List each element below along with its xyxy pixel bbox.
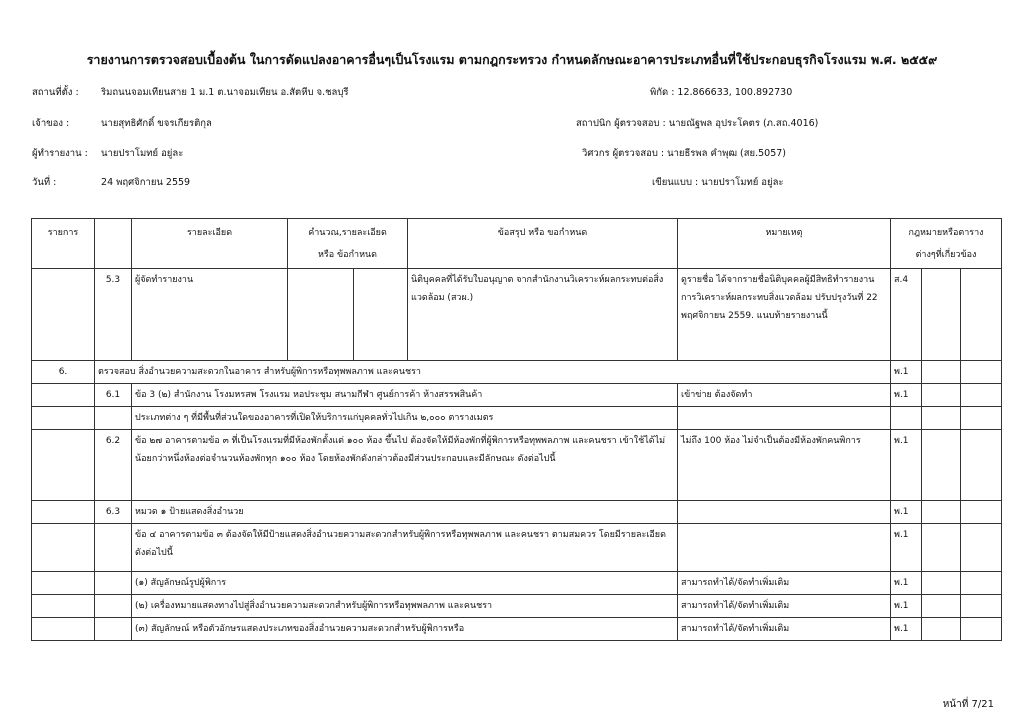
row-remark: ไม่ถึง 100 ห้อง ไม่จำเป็นต้องมีห้องพักคนพิการ (678, 430, 891, 501)
table-row (32, 524, 1002, 572)
reporter-value: นายปราโมทย์ อยู่ละ (101, 148, 184, 159)
row-law: พ.1 (891, 524, 922, 572)
row-law-extra-1 (922, 430, 961, 501)
row-law: พ.1 (891, 618, 922, 641)
row-law (891, 407, 922, 430)
row-summary: นิติบุคคลที่ได้รับใบอนุญาต จากสำนักงานวิเคราะห์ผลกระทบต่อสิ่งแวดล้อม (สวผ.) (408, 269, 678, 361)
row-remark: สามารถทำได้/จัดทำเพิ่มเติม (678, 618, 891, 641)
row-law-extra-2 (961, 361, 1002, 384)
row-law-extra-2 (961, 430, 1002, 501)
row-text: ประเภทต่าง ๆ ที่มีพื้นที่ส่วนใดของอาคารที่เปิดให้บริการแก่บุคคลทั่วไปเกิน ๒,๐๐๐ ตารางเมตร (132, 407, 678, 430)
row-number (32, 595, 95, 618)
row-remark (678, 501, 891, 524)
row-remark (678, 407, 891, 430)
table-row (32, 269, 1002, 361)
row-sub-number: 5.3 (95, 269, 132, 361)
row-law-extra-1 (922, 407, 961, 430)
architect-inspector: สถาปนิก ผู้ตรวจสอบ : นายณัฐพล อุประโคตร (ภ.สถ.4016) (576, 118, 819, 129)
row-law-extra-2 (961, 407, 1002, 430)
owner-row (32, 116, 212, 131)
row-law-extra-2 (961, 269, 1002, 361)
row-text: หมวด ๑ ป้ายแสดงสิ่งอำนวย (132, 501, 678, 524)
row-sub-number (95, 407, 132, 430)
row-sub-number: 6.2 (95, 430, 132, 501)
row-law: พ.1 (891, 361, 922, 384)
coordinates: พิกัด : 12.866633, 100.892730 (650, 87, 793, 98)
row-law: พ.1 (891, 430, 922, 501)
row-sub-number (95, 595, 132, 618)
table-row (32, 572, 1002, 595)
row-remark: สามารถทำได้/จัดทำเพิ่มเติม (678, 595, 891, 618)
row-law: พ.1 (891, 572, 922, 595)
row-law: ส.4 (891, 269, 922, 361)
row-law-extra-1 (922, 572, 961, 595)
row-law-extra-2 (961, 524, 1002, 572)
row-text: ข้อ ๒๗ อาคารตามข้อ ๓ ที่เป็นโรงแรมที่มีห้องพักตั้งแต่ ๑๐๐ ห้อง ขึ้นไป ต้องจัดให้มีห้องพักที่ผู้พิการหรือทุพพลภาพ และคนชรา เข้าใช้ได้ไม่น้อยกว่าหนึ่งห้องต่อจำนวนห้องพักทุก ๑๐๐ ห้อง โดยห้องพักดังกล่าวต้องมีส่วนประกอบและมีลักษณะ ดังต่อไปนี้ (132, 430, 678, 501)
row-law-extra-1 (922, 384, 961, 407)
table-row (32, 430, 1002, 501)
row-text: ข้อ 3 (๒) สำนักงาน โรงมหรสพ โรงแรม หอประชุม สนามกีฬา ศูนย์การค้า ห้างสรรพสินค้า (132, 384, 678, 407)
row-calc (288, 269, 354, 361)
row-number (32, 618, 95, 641)
row-law-extra-1 (922, 501, 961, 524)
row-text: (๑) สัญลักษณ์รูปผู้พิการ (132, 572, 678, 595)
row-number (32, 269, 95, 361)
row-law-extra-2 (961, 384, 1002, 407)
row-remark: สามารถทำได้/จัดทำเพิ่มเติม (678, 572, 891, 595)
row-law-extra-2 (961, 501, 1002, 524)
row-law-extra-1 (922, 618, 961, 641)
table-row (32, 595, 1002, 618)
reporter-row (32, 146, 183, 161)
table-row (32, 501, 1002, 524)
row-number: 6. (32, 361, 95, 384)
row-remark: ดูรายชื่อ ได้จากรายชื่อนิติบุคคลผู้มีสิทธิทำรายงานการวิเคราะห์ผลกระทบสิ่งแวดล้อม ปรับปรุงวันที่ 22 พฤศจิกายน 2559. แนบท้ายรายงานนี้ (678, 269, 891, 361)
location-row (32, 85, 349, 100)
header-detail: รายละเอียด (132, 219, 288, 269)
date-label: วันที่ : (32, 177, 57, 188)
document-title: รายงานการตรวจสอบเบื้องต้น ในการดัดแปลงอาคารอื่นๆเป็นโรงแรม ตามกฎกระทรวง กำหนดลักษณะอาคารประเภทอื่นที่ใช้ประกอบธุรกิจโรงแรม พ.ศ. ๒๕๕๙ (86, 52, 938, 67)
header-item: รายการ (32, 219, 95, 269)
row-remark (678, 524, 891, 572)
row-sub-number (95, 524, 132, 572)
table-row (32, 361, 1002, 384)
drafter: เขียนแบบ : นายปราโมทย์ อยู่ละ (652, 177, 784, 188)
page-number: หน้าที่ 7/21 (942, 699, 994, 710)
header-law-line2: ต่างๆที่เกี่ยวข้อง (915, 250, 977, 260)
row-law: พ.1 (891, 501, 922, 524)
row-law-extra-1 (922, 524, 961, 572)
row-number (32, 407, 95, 430)
inspection-table (31, 218, 1002, 641)
table-row (32, 407, 1002, 430)
row-law-extra-1 (922, 595, 961, 618)
location-label: สถานที่ตั้ง : (32, 87, 79, 98)
header-row (32, 219, 1002, 269)
owner-label: เจ้าของ : (32, 118, 70, 129)
location-value: ริมถนนจอมเทียนสาย 1 ม.1 ต.นาจอมเทียน อ.สัตหีบ จ.ชลบุรี (101, 87, 349, 98)
row-sub-number (95, 618, 132, 641)
row-number (32, 384, 95, 407)
row-remark: เข้าข่าย ต้องจัดทำ (678, 384, 891, 407)
header-calc-line2: หรือ ข้อกำหนด (317, 250, 378, 260)
row-law-extra-2 (961, 618, 1002, 641)
row-number (32, 501, 95, 524)
row-number (32, 524, 95, 572)
date-value: 24 พฤศจิกายน 2559 (101, 177, 191, 188)
row-number (32, 572, 95, 595)
row-text: (๒) เครื่องหมายแสดงทางไปสู่สิ่งอำนวยความสะดวกสำหรับผู้พิการหรือทุพพลภาพ และคนชรา (132, 595, 678, 618)
header-law-line1: กฎหมายหรือตาราง (908, 228, 984, 238)
row-detail: ผู้จัดทำรายงาน (132, 269, 288, 361)
table-row (32, 384, 1002, 407)
row-law: พ.1 (891, 595, 922, 618)
row-law-extra-1 (922, 361, 961, 384)
owner-value: นายสุทธิศักดิ์ ขจรเกียรติกุล (101, 118, 212, 129)
row-text: ข้อ ๔ อาคารตามข้อ ๓ ต้องจัดให้มีป้ายแสดงสิ่งอำนวยความสะดวกสำหรับผู้พิการหรือทุพพลภาพ และคนชรา ตามสมควร โดยมีรายละเอียดดังต่อไปนี้ (132, 524, 678, 572)
header-law (891, 219, 1002, 269)
header-calc-line1: คำนวณ,รายละเอียด (308, 228, 387, 238)
row-calc-extra (354, 269, 408, 361)
row-sub-number (95, 572, 132, 595)
header-sub (95, 219, 132, 269)
header-summary: ข้อสรุป หรือ ขอกำหนด (408, 219, 678, 269)
row-law: พ.1 (891, 384, 922, 407)
engineer-inspector: วิศวกร ผู้ตรวจสอบ : นายธีรพล คำพุฒ (สย.5057) (582, 148, 787, 159)
row-law-extra-2 (961, 595, 1002, 618)
table-row (32, 618, 1002, 641)
row-sub-number: 6.3 (95, 501, 132, 524)
row-text: (๓) สัญลักษณ์ หรือตัวอักษรแสดงประเภทของสิ่งอำนวยความสะดวกสำหรับผู้พิการหรือ (132, 618, 678, 641)
header-remark: หมายเหตุ (678, 219, 891, 269)
row-number (32, 430, 95, 501)
row-law-extra-2 (961, 572, 1002, 595)
row-text: ตรวจสอบ สิ่งอำนวยความสะดวกในอาคาร สำหรับผู้พิการหรือทุพพลภาพ และคนชรา (95, 361, 891, 384)
header-calc (288, 219, 408, 269)
row-sub-number: 6.1 (95, 384, 132, 407)
date-row (32, 175, 190, 190)
reporter-label: ผู้ทำรายงาน : (32, 148, 88, 159)
row-law-extra-1 (922, 269, 961, 361)
